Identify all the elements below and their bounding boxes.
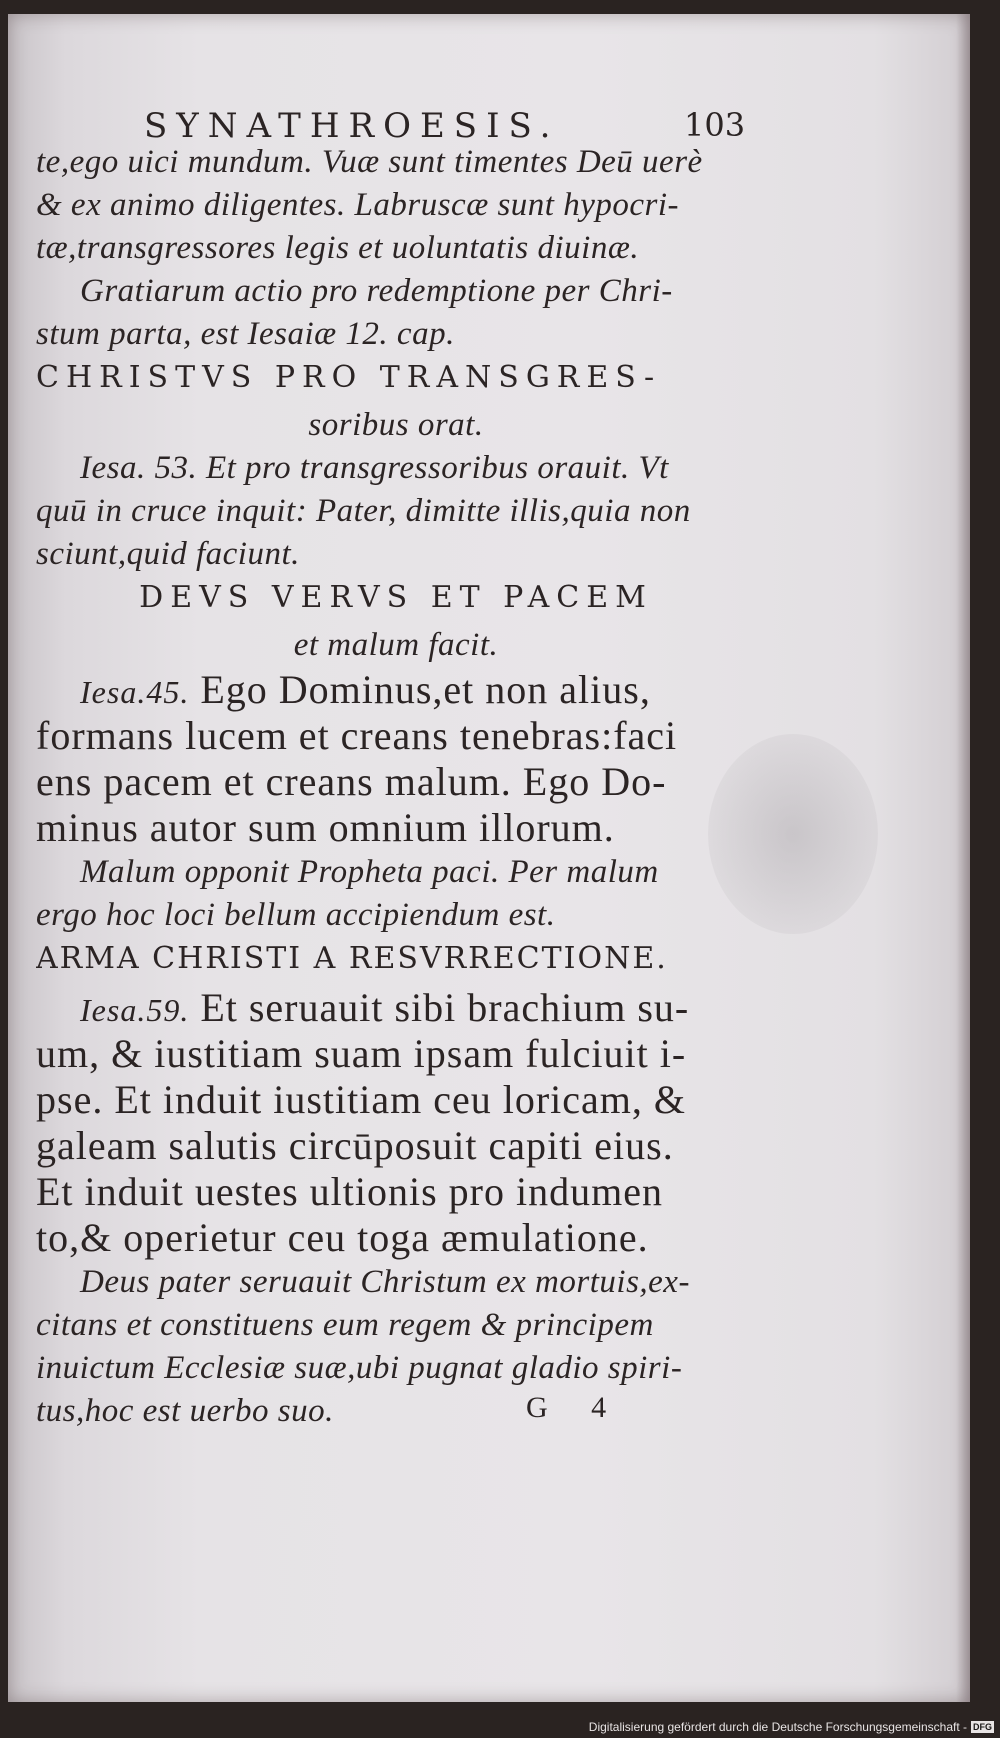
text-line: sciunt,quid faciunt. — [36, 536, 300, 572]
text-line: um, & iustitiam suam ipsam fulciuit i- — [36, 1034, 687, 1076]
section-heading-sub: soribus orat. — [308, 407, 484, 443]
commentary-line: inuictum Ecclesiæ suæ,ubi pugnat gladio spiri- — [36, 1350, 683, 1386]
page-header — [36, 94, 756, 144]
text-line: to,& operietur ceu toga æmulatione. — [36, 1218, 649, 1260]
running-head: SYNATHROESIS. — [144, 106, 560, 146]
signature-mark: G 4 — [526, 1393, 625, 1424]
text-line: quū in cruce inquit: Pater, dimitte illis,quia non — [36, 493, 691, 529]
page-edge-shadow — [956, 14, 970, 1702]
book-page — [8, 14, 970, 1702]
verse-text: Et seruauit sibi brachium su- — [200, 988, 690, 1030]
dfg-logo-icon: DFG — [973, 1722, 992, 1732]
section-heading: ARMA CHRISTI A RESVRRECTIONE. — [36, 941, 668, 976]
text-line: galeam salutis circūposuit capiti eius. — [36, 1126, 674, 1168]
text-line: stum parta, est Iesaiæ 12. cap. — [36, 316, 455, 352]
commentary-line: tus,hoc est uerbo suo. — [36, 1393, 334, 1429]
marginal-note: Gratiarum actio pro redemptione per Chri- — [80, 273, 673, 309]
text-line: ens pacem et creans malum. Ego Do- — [36, 762, 667, 804]
page-number: 103 — [684, 106, 746, 144]
text-line: pse. Et induit iustitiam ceu loricam, & — [36, 1080, 686, 1122]
verse-text: Ego Dominus,et non alius, — [200, 670, 651, 712]
text-line: & ex animo diligentes. Labruscæ sunt hypocri- — [36, 187, 680, 223]
text-block — [36, 94, 756, 1436]
scripture-reference: Iesa. 53. — [80, 450, 198, 486]
text-line — [36, 988, 756, 1034]
text-line — [36, 450, 756, 493]
section-heading: DEVS VERVS ET PACEM — [139, 580, 653, 615]
final-line — [36, 1393, 756, 1436]
digitization-credit — [589, 1720, 994, 1734]
text-line: Et induit uestes ultionis pro indumen — [36, 1172, 663, 1214]
text-line: tæ,transgressores legis et uoluntatis diuinæ. — [36, 230, 640, 266]
text-line: te,ego uici mundum. Vuæ sunt timentes Deū uerè — [36, 144, 703, 180]
section-heading-sub: et malum facit. — [293, 627, 499, 663]
scripture-reference: Iesa.45. — [80, 674, 190, 710]
scripture-reference: Iesa.59. — [80, 992, 190, 1028]
commentary-line: ergo hoc loci bellum accipiendum est. — [36, 897, 556, 933]
text-line: formans lucem et creans tenebras:faci — [36, 716, 678, 758]
credit-text: Digitalisierung gefördert durch die Deutsche Forschungsgemeinschaft - — [588, 1720, 967, 1734]
text-line: minus autor sum omnium illorum. — [36, 808, 615, 850]
text-line — [36, 670, 756, 716]
commentary-line: Malum opponit Propheta paci. Per malum — [80, 854, 659, 890]
verse-text: Et pro transgressoribus orauit. Vt — [205, 450, 669, 486]
section-heading: CHRISTVS PRO TRANSGRES- — [36, 360, 662, 395]
commentary-line: Deus pater seruauit Christum ex mortuis,ex- — [80, 1264, 690, 1300]
commentary-line: citans et constituens eum regem & principem — [36, 1307, 654, 1343]
